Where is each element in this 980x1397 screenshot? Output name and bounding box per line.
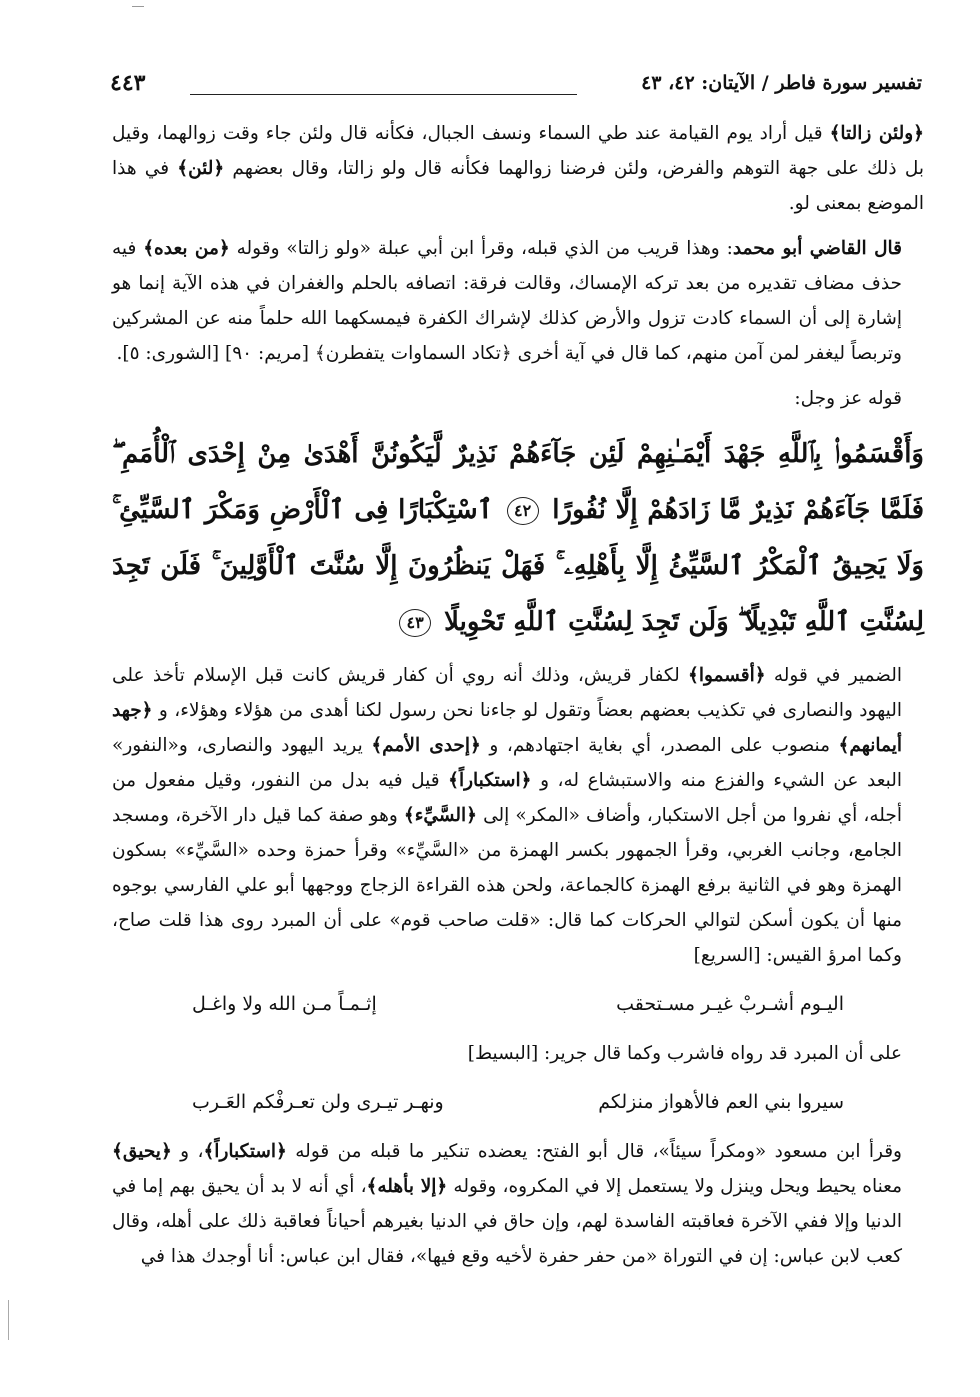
quran-verses (112, 426, 924, 650)
poem-verse-2 (112, 1085, 924, 1120)
poem-hemistich-left: إثـمـاً مـن الله ولا واغـل (192, 993, 377, 1015)
paragraph-text: الضمير في قوله (765, 665, 902, 686)
running-title: تفسير سورة فاطر / الآيتان: ٤٢، ٤٣ (641, 72, 922, 94)
paragraph-text: قيل أراد يوم القيامة عند طي السماء ونسف الجبال، فكأنه قال ولئن جاء وقت زوالهما، وقيل بل ذلك على جهة التوهم والفرض، ولئن فرضنا زوالهما فكأنه قال ولو زالتا، وقال بعضهم (112, 123, 924, 179)
paragraph-text: وهو صفة كما قيل دار الآخرة، ومسجد الجامع، وجانب الغربي، وقرأ الجمهور بكسر الهمزة من «السَّيِّء» وقرأ حمزة وحده «السَّيِّء» بسكون الهمزة وهو في الثانية برفع الهمزة كالجماعة، ولحن هذه القراءة الزجاج ووجهها أبو علي الفارسي بوجوه منها أن يكون أسكن لتوالي الحركات كما قال: «قلت صاحب قوم» على أن المبرد روى هذا قلت صاح، وكما امرؤ القيس: [السريع] (112, 805, 902, 966)
poem-verse-1 (112, 987, 924, 1022)
paragraph-text: ، و (171, 1141, 204, 1162)
quran-citation: ﴿أقسموا﴾ (688, 665, 766, 686)
quran-citation: ﴿يحيق﴾ (112, 1141, 172, 1162)
paragraph-2 (112, 231, 924, 371)
paragraph-text: : وهذا قريب من الذي قبله، وقرأ ابن أبي عبلة «ولو زالتا» وقوله (229, 238, 733, 259)
quran-citation: ﴿إلا بأهله﴾ (366, 1176, 448, 1197)
paragraph-text: قيل فيه بدل من النفور، وقيل مفعول من أجله، أي نفروا من أجل الاستكبار، وأضاف «المكر» إلى (112, 770, 902, 826)
paragraph-1 (112, 116, 924, 221)
paragraph-text: وقرأ ابن مسعود «ومكراً سيئاً»، قال أبو الفتح: يعضده تنكير ما قبله من قوله (286, 1141, 902, 1162)
header-rule (190, 94, 577, 95)
paragraph-text: معناه يحيط ويحل وينزل ولا يستعمل إلا في المكروه، وقوله (447, 1176, 903, 1197)
speaker-label: قال القاضي أبو محمد (732, 238, 902, 259)
paragraph-6 (112, 1134, 924, 1274)
poem-hemistich-left: ونهـر تيـرى ولن تعـرفْكم العَـرب (192, 1091, 444, 1113)
paragraph-5: على أن المبرد قد رواه فاشرب وكما قال جرير: [البسيط] (467, 1043, 902, 1064)
scan-mark (132, 6, 144, 7)
paragraph-text: منصوب على المصدر، أي بغاية اجتهادهم، و (480, 735, 839, 756)
quran-citation: ﴿استكباراً﴾ (448, 770, 532, 791)
paragraph-text: ، أي أنه لا بد أن يحيق بهم إما في الدنيا وإلا ففي الآخرة فعاقبته الفاسدة لهم، وإن حاق في الدنيا بغيرهم أحياناً فعاقبة ذلك على أهله، وقال كعب لابن عباس: إن في التوراة «من حفر حفرة لأخيه وقع فيها»، فقال ابن عباس: أنا أوجدك هذا في (112, 1176, 902, 1267)
paragraph-text: يريد اليهود والنصارى، و«النفور» البعد عن الشيء والفزع منه والاستبشاع له، و (112, 735, 902, 791)
paragraph-text: فيه حذف مضاف تقديره من بعد تركه الإمساك، وقالت فرقة: اتصافه بالحلم والغفران في هذه الآية إنما هو إشارة إلى أن السماء كادت تزول والأرض كذلك لإشراك الكفرة فيمسكهما الله حلماً منه عن المشركين وتربصاً ليغفر لمن آمن منهم، كما قال في آية أخرى ﴿تكاد السماوات يتفطرن﴾ [مريم: ٩٠] [الشورى: ٥]. (112, 238, 902, 364)
page-body (112, 116, 924, 1274)
paragraph-3: قوله عز وجل: (794, 388, 902, 409)
margin-line (8, 1300, 9, 1340)
verse-text: وَأَقْسَمُوا۟ بِٱللَّهِ جَهْدَ أَيْمَـٰنِهِمْ لَئِن جَآءَهُمْ نَذِيرٌ لَّيَكُونُنَّ أَهْدَىٰ مِنْ إِحْدَى ٱلْأُمَمِ ۖ فَلَمَّا جَآءَهُمْ نَذِيرٌ مَّا زَادَهُمْ إِلَّا نُفُورًا (112, 439, 924, 525)
paragraph-text: في هذا الموضع بمعنى لو. (112, 158, 924, 214)
poem-hemistich-right: سيروا بني العم فالأهواز منزلكم (598, 1091, 844, 1113)
quran-citation: ﴿إحدى الأمم﴾ (371, 735, 481, 756)
verse-text: ٱسْتِكْبَارًا فِى ٱلْأَرْضِ وَمَكْرَ ٱلسَّيِّئِ ۚ وَلَا يَحِيقُ ٱلْمَكْرُ ٱلسَّيِّئُ إِلَّا بِأَهْلِهِۦ ۚ فَهَلْ يَنظُرُونَ إِلَّا سُنَّتَ ٱلْأَوَّلِينَ ۚ فَلَن تَجِدَ لِسُنَّتِ ٱللَّهِ تَبْدِيلًا ۖ وَلَن تَجِدَ لِسُنَّتِ ٱللَّهِ تَحْوِيلًا (112, 495, 924, 637)
page-number: ٤٤٣ (110, 70, 146, 96)
quran-citation: ﴿السَّيِّء﴾ (403, 805, 477, 826)
quran-citation: ﴿لئن﴾ (177, 158, 225, 179)
page-header (110, 66, 922, 102)
quran-citation: ﴿استكباراً﴾ (203, 1141, 287, 1162)
paragraph-text: لكفار قريش، وذلك أنه روي أن كفار قريش كانت قبل الإسلام تأخذ على اليهود والنصارى في تكذيب بعضهم بعضاً وتقول لو جاءنا نحن رسول لكنا أهدى من هؤلاء وهؤلاء، و (112, 665, 902, 721)
quran-citation: ﴿جهد أيمانهم﴾ (112, 700, 902, 756)
poem-hemistich-right: اليـوم أشـربْ غيـر مسـتحقب (616, 993, 844, 1015)
paragraph-4 (112, 658, 924, 973)
verse-number-marker: ٤٢ (507, 497, 539, 525)
quran-citation: ﴿ولئن زالتا﴾ (829, 123, 924, 144)
verse-number-marker: ٤٣ (399, 609, 431, 637)
quran-citation: ﴿من بعده﴾ (143, 238, 230, 259)
